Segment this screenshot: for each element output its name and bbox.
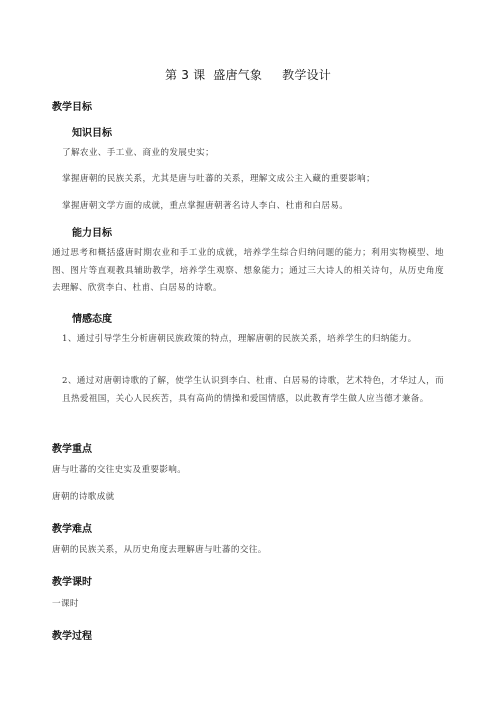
knowledge-item: 掌握唐朝的民族关系，尤其是唐与吐蕃的关系，理解文成公主入藏的重要影响； — [62, 174, 376, 184]
knowledge-item: 掌握唐朝文学方面的成就，重点掌握唐朝著名诗人李白、杜甫和白居易。 — [62, 201, 349, 211]
document-title: 第 3 课 盛唐气象 教学设计 — [165, 68, 331, 82]
attitude-item: 2、通过对唐朝诗歌的了解，使学生认识到李白、杜甫、白居易的诗歌，艺术特色，才华过人，而且热爱祖国，关心人民疾苦，具有高尚的情操和爱国情感，以此教育学生做人应当德才兼备。 — [62, 376, 444, 404]
heading-difficulties: 教学难点 — [52, 524, 92, 535]
heading-attitude: 情感态度 — [72, 314, 112, 325]
heading-process: 教学过程 — [52, 631, 92, 642]
heading-hours: 教学课时 — [52, 577, 92, 588]
attitude-item: 1、通过引导学生分析唐朝民族政策的特点，理解唐朝的民族关系，培养学生的归纳能力。 — [62, 334, 417, 344]
knowledge-item: 了解农业、手工业、商业的发展史实； — [62, 148, 215, 158]
key-point-item: 唐与吐蕃的交往史实及重要影响。 — [52, 465, 187, 475]
heading-ability: 能力目标 — [72, 228, 112, 239]
key-point-item: 唐朝的诗歌成就 — [52, 492, 115, 502]
difficulties-text: 唐朝的民族关系，从历史角度去理解唐与吐蕃的交往。 — [52, 545, 267, 555]
heading-knowledge: 知识目标 — [72, 128, 112, 139]
heading-key-points: 教学重点 — [52, 444, 92, 455]
heading-objectives: 教学目标 — [52, 102, 92, 113]
ability-paragraph: 通过思考和概括盛唐时期农业和手工业的成就，培养学生综合归纳问题的能力；利用实物模型、地图、图片等直观教具辅助教学，培养学生观察、想象能力；通过三大诗人的相关诗句，从历史角度去理解、欣赏李白、杜甫、白居易的诗歌。 — [52, 248, 444, 293]
hours-text: 一课时 — [52, 599, 79, 609]
